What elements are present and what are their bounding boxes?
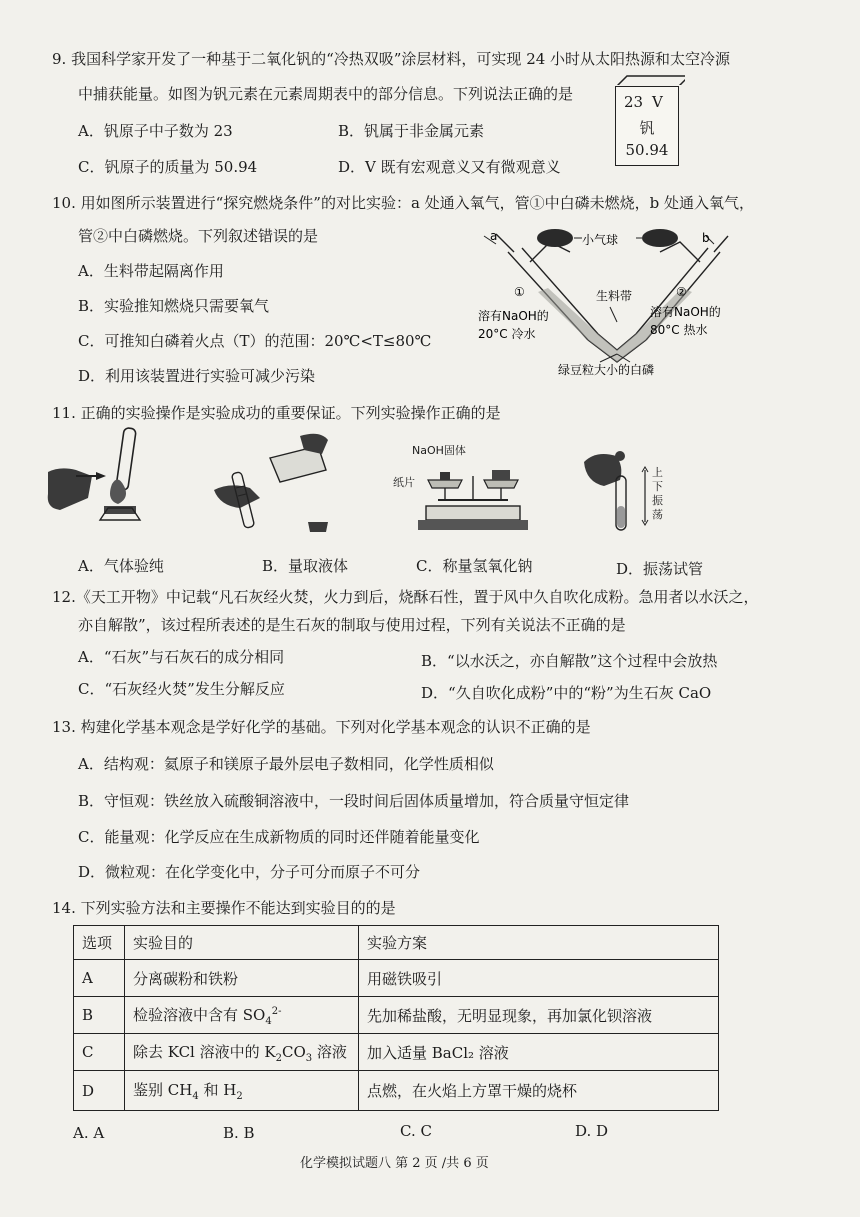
goal-subscript: 3 (305, 1052, 313, 1064)
label-shake-char-4: 荡 (652, 508, 663, 521)
goal-subscript: 2 (275, 1052, 282, 1064)
q13-option-d: D．微粒观：在化学变化中，分子可分而原子不可分 (78, 863, 421, 881)
table-cell-plan: 先加稀盐酸，无明显现象，再加氯化钡溶液 (359, 997, 719, 1034)
illustration-balance-naoh (418, 456, 528, 536)
q10-option-c: C．可推知白磷着火点（T）的范围：20℃<T≤80℃ (78, 332, 432, 350)
label-left-water: 20°C 冷水 (478, 327, 536, 341)
table-header-goal: 实验目的 (125, 926, 359, 960)
table-cell-goal (125, 997, 359, 1034)
q9-stem-line1: 9. 我国科学家开发了一种基于二氧化钒的“冷热双吸”涂层材料，可实现 24 小时从太阳热源和太空冷源 (52, 50, 731, 68)
label-balloon: 小气球 (582, 233, 619, 247)
q13-option-b: B．守恒观：铁丝放入硫酸铜溶液中，一段时间后固体质量增加，符合质量守恒定律 (78, 792, 630, 810)
balloon-right (642, 229, 678, 247)
q10-stem-line1: 10. 用如图所示装置进行“探究燃烧条件”的对比实验：a 处通入氧气，管①中白磷未燃烧，b 处通入氧气， (52, 194, 755, 212)
goal-superscript: 2- (271, 1005, 282, 1017)
label-shake-up-down (652, 466, 663, 522)
table-cell-option: C (74, 1034, 125, 1071)
q13-option-a: A．结构观：氦原子和镁原子最外层电子数相同，化学性质相似 (78, 755, 494, 773)
goal-text: 和 H (198, 1081, 237, 1099)
q13-option-c: C．能量观：化学反应在生成新物质的同时还伴随着能量变化 (78, 828, 480, 846)
label-b: b (702, 231, 710, 245)
q12-option-d: D．“久自吹化成粉”中的“粉”为生石灰 CaO (421, 684, 712, 702)
label-tube-2: ② (676, 285, 687, 299)
table-header-option: 选项 (74, 926, 125, 960)
goal-subscript: 4 (192, 1091, 199, 1102)
illustration-measure-liquid (210, 428, 340, 538)
q12-option-b: B．“以水沃之，亦自解散”这个过程中会放热 (421, 652, 718, 670)
element-card-vanadium (615, 86, 679, 166)
q14-table (73, 925, 719, 1111)
table-cell-plan: 点燃，在火焰上方罩干燥的烧杯 (359, 1071, 719, 1111)
table-cell-goal (125, 1034, 359, 1071)
q10-option-d: D．利用该装置进行实验可减少污染 (78, 367, 316, 385)
q9-stem-line2: 中捕获能量。如图为钒元素在元素周期表中的部分信息。下列说法正确的是 (78, 85, 574, 103)
table-cell-option: D (74, 1071, 125, 1111)
label-paper: 纸片 (393, 476, 415, 489)
q13-stem: 13. 构建化学基本观念是学好化学的基础。下列对化学基本观念的认识不正确的是 (52, 718, 591, 736)
combustion-apparatus-diagram (470, 222, 730, 382)
q12-stem-line2: 亦自解散”，该过程所表述的是生石灰的制取与使用过程，下列有关说法不正确的是 (78, 616, 626, 634)
label-tube-1: ① (514, 285, 525, 299)
q11-option-a: A．气体验纯 (78, 557, 164, 575)
label-naoh-solid: NaOH固体 (412, 444, 466, 457)
q10-option-a: A．生料带起隔离作用 (78, 262, 224, 280)
label-white-phosphorus: 绿豆粒大小的白磷 (558, 363, 655, 377)
table-cell-option: B (74, 997, 125, 1034)
goal-subscript: 2 (236, 1091, 243, 1102)
label-right-water: 80°C 热水 (650, 323, 708, 337)
label-tape: 生料带 (596, 289, 633, 303)
q14-option-c: C. C (400, 1122, 432, 1140)
label-a: a (490, 229, 498, 243)
table-cell-goal (125, 1071, 359, 1111)
element-number: 23 (624, 93, 644, 111)
element-name: 钒 (639, 119, 655, 137)
goal-text: 除去 KCl 溶液中的 K (133, 1042, 276, 1061)
q12-option-a: A．“石灰”与石灰石的成分相同 (78, 648, 285, 666)
goal-text: 鉴别 CH (133, 1081, 193, 1099)
q9-option-c: C．钒原子的质量为 50.94 (78, 158, 258, 176)
label-shake-char-2: 下 (652, 480, 663, 493)
table-cell-plan: 加入适量 BaCl₂ 溶液 (359, 1034, 719, 1071)
q12-option-c: C．“石灰经火焚”发生分解反应 (78, 680, 285, 698)
q11-option-c: C．称量氢氧化钠 (416, 557, 533, 575)
q11-option-d: D．振荡试管 (616, 560, 704, 578)
q11-stem: 11. 正确的实验操作是实验成功的重要保证。下列实验操作正确的是 (52, 404, 501, 422)
q9-option-d: D．V 既有宏观意义又有微观意义 (338, 158, 561, 176)
element-card-3d-edge (615, 75, 685, 85)
table-header-plan: 实验方案 (359, 926, 719, 960)
q14-stem: 14. 下列实验方法和主要操作不能达到实验目的的是 (52, 899, 396, 917)
label-shake-char-3: 振 (652, 494, 663, 507)
label-left-solution: 溶有NaOH的 (478, 309, 549, 323)
table-header-row (74, 926, 719, 960)
label-right-solution: 溶有NaOH的 (650, 305, 721, 319)
table-cell-option: A (74, 960, 125, 997)
q11-option-b: B．量取液体 (262, 557, 349, 575)
q9-option-a: A．钒原子中子数为 23 (78, 122, 233, 140)
table-cell-goal: 分离碳粉和铁粉 (125, 960, 359, 997)
goal-text: 溶液 (312, 1042, 347, 1061)
q14-option-a: A. A (73, 1124, 105, 1142)
q10-option-b: B．实验推知燃烧只需要氧气 (78, 297, 270, 315)
label-shake-char-1: 上 (652, 466, 663, 479)
up-down-arrow-icon (640, 466, 650, 526)
element-symbol: V (652, 93, 663, 111)
table-row (74, 960, 719, 997)
q14-option-b: B. B (223, 1124, 255, 1142)
q14-option-d: D. D (575, 1122, 609, 1140)
table-row (74, 997, 719, 1034)
goal-subscript: 4 (265, 1015, 272, 1027)
element-mass: 50.94 (625, 141, 669, 159)
balloon-left (537, 229, 573, 247)
page-footer: 化学模拟试题八 第 2 页 /共 6 页 (300, 1156, 489, 1171)
illustration-gas-purity-test (40, 424, 160, 534)
goal-text: 检验溶液中含有 SO (133, 1005, 266, 1024)
q12-stem-line1: 12.《天工开物》中记载“凡石灰经火焚，火力到后，烧酥石性，置于风中久自吹化成粉。急用者以水沃之， (52, 588, 759, 606)
table-cell-plan: 用磁铁吸引 (359, 960, 719, 997)
q9-option-b: B．钒属于非金属元素 (338, 122, 485, 140)
table-row (74, 1071, 719, 1111)
table-row (74, 1034, 719, 1071)
goal-text: CO (281, 1042, 306, 1061)
q10-stem-line2: 管②中白磷燃烧。下列叙述错误的是 (78, 227, 319, 245)
